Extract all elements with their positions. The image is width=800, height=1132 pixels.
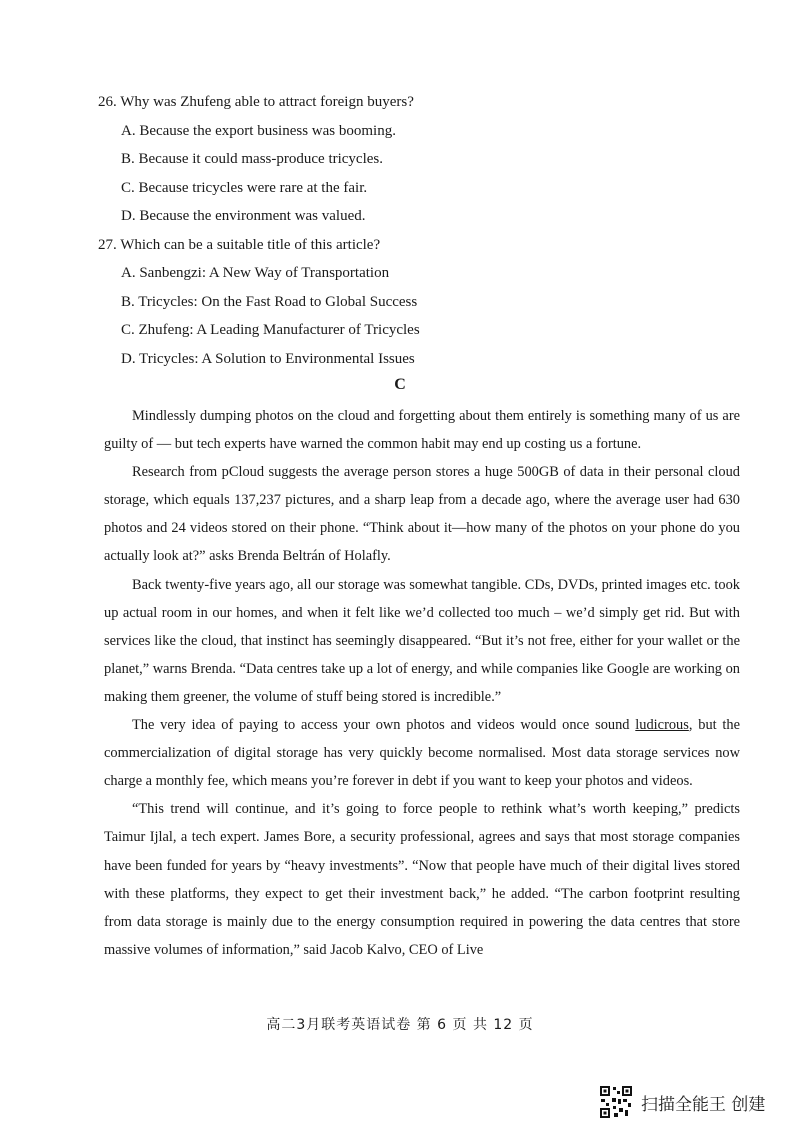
question-26-option-b: B. Because it could mass-produce tricycles. — [121, 151, 384, 167]
page-footer: 高二3月联考英语试卷 第 6 页 共 12 页 — [266, 1017, 534, 1033]
question-27-option-a: A. Sanbengzi: A New Way of Transportation — [121, 265, 390, 281]
question-26-option-c: C. Because tricycles were rare at the fair. — [121, 180, 368, 196]
section-heading: C — [394, 376, 406, 393]
question-26-stem: 26. Why was Zhufeng able to attract foreign buyers? — [98, 94, 414, 110]
underlined-word: ludicrous — [635, 717, 689, 734]
question-26-option-a: A. Because the export business was booming. — [121, 123, 396, 139]
question-27-stem: 27. Which can be a suitable title of this article? — [98, 237, 381, 253]
passage-paragraph-2: Research from pCloud suggests the average person stores a huge 500GB of data in their personal cloud storage, which equals 137,237 pictures, and a sharp leap from a decade ago, where the average user had 630 photos and 24 videos stored on their phone. “Think about it—how many of the photos on your phone do you actually look at?” asks Brenda Beltrán of Holafly. — [104, 464, 740, 565]
paragraph-4-text-end: , but the commercialization of digital storage has very quickly become normalised. Most data storage services now charge a monthly fee, which means you’re forever in debt if you want to keep your photos and videos. — [104, 717, 741, 790]
question-27-option-d: D. Tricycles: A Solution to Environmental Issues — [121, 351, 415, 367]
passage-paragraph-5: “This trend will continue, and it’s going to force people to rethink what’s worth keeping,” predicts Taimur Ijlal, a tech expert. James Bore, a security professional, agrees and says that most storage companies have been funded for years by “heavy investments”. “Now that people have much of their digital lives stored with these platforms, they expect to get their investment back,” he added. “The carbon footprint resulting from data storage is mainly due to the energy consumption required in powering the data centres that store massive volumes of information,” said Jacob Kalvo, CEO of Live — [104, 801, 740, 958]
scanner-watermark-text: 扫描全能王 创建 — [641, 1094, 766, 1115]
passage-paragraph-1: Mindlessly dumping photos on the cloud and forgetting about them entirely is something many of us are guilty of — but tech experts have warned the common habit may end up costing us a fortune. — [104, 408, 740, 453]
passage-paragraph-3: Back twenty-five years ago, all our storage was somewhat tangible. CDs, DVDs, printed images etc. took up actual room in our homes, and when it felt like we’d collected too much – we’d simply get rid. But with services like the cloud, that instinct has seemingly disappeared. “But it’s not free, either for your wallet or the planet,” warns Brenda. “Data centres take up a lot of energy, and while companies like Google are working on making them greener, the volume of stuff being stored is incredible.” — [104, 576, 740, 705]
question-26-option-d: D. Because the environment was valued. — [121, 208, 366, 224]
question-27-option-c: C. Zhufeng: A Leading Manufacturer of Tricycles — [121, 322, 420, 338]
reading-passage — [104, 402, 740, 964]
passage-paragraph-4 — [104, 711, 740, 795]
paragraph-4-text-start: The very idea of paying to access your own photos and videos would once sound — [132, 717, 636, 734]
question-27-option-b: B. Tricycles: On the Fast Road to Global Success — [121, 294, 418, 310]
qr-code-icon — [599, 1085, 633, 1119]
scanner-watermark — [599, 1084, 765, 1120]
